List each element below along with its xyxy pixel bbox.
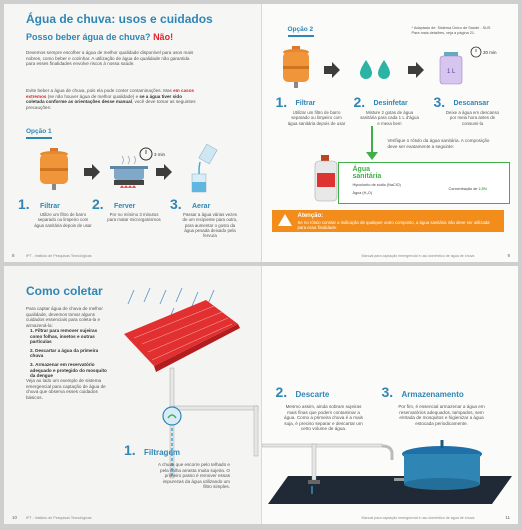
warning-text: Se no rótulo constar a indicação de qualquer outro composto, a água sanitária não deve ser utilizada para essa finalidade. (297, 220, 490, 230)
intro-paragraph: Para captar água de chuva de melhor qualidade, devemos tomar alguns cuidados essenciais para coleta-la e armazená-la: (26, 306, 103, 328)
list-item: 3. Armazenar em reservatório adequado e protegido do mosquito da dengue (30, 361, 107, 379)
product-label-box (338, 162, 510, 204)
ingredient-2: Água (H₂O) (352, 191, 373, 195)
step-2-number: 2. (275, 384, 288, 400)
filter-pot-icon (283, 46, 309, 88)
list-item: 1. Filtrar para remover sujeiras como folhas, insetos e outras partículas (30, 328, 98, 345)
page-subtitle (26, 32, 173, 42)
bottom-spread (4, 266, 518, 524)
step-2-number: 2. (92, 196, 104, 212)
bleach-bottle-icon (309, 153, 343, 205)
warning-box (272, 210, 504, 232)
page-title: Como coletar (26, 284, 103, 298)
storage-illustration (262, 434, 519, 514)
arrow-icon (156, 164, 172, 180)
source-note: * Adaptado de: Sistema Único de Saúde - SUS Para mais detalhes, veja a página 21. (411, 26, 491, 35)
subtitle-answer: Não! (153, 32, 174, 42)
pouring-glasses-icon (192, 144, 217, 192)
bottle-label: 1 L (446, 69, 455, 75)
step-1-text: A chuva que escorre pelo telhado e pela calha arrasta muita sujeira. O primeiro passo é remover essas impurezas da água utilizando um filtro simples. (157, 462, 230, 490)
page-number: 8 (12, 253, 15, 258)
arrow-icon (324, 62, 340, 78)
step-2-text: Por no mínimo 3 minutos para matar microrganismos (107, 212, 161, 223)
tap-icon (394, 478, 404, 481)
water-drops-icon (360, 60, 390, 79)
warning-title: Atenção: (297, 213, 324, 219)
step-1-number: 1. (124, 442, 136, 458)
step-2-label: Descarte (295, 390, 330, 399)
step-2-text: Mesmo assim, ainda sobram sujeiras mais finas que podem contaminar a água. Como a primeira chuva é a mais suja, é preciso separar e descartar um certo volume de água. (284, 404, 363, 432)
option-2-label: Opção 2 (287, 26, 314, 33)
step-1-text: Utilize um filtro de barro separado ou limpeiro com água sanitária depois de usar (34, 212, 92, 228)
step-3-label: Descansar (453, 100, 489, 107)
intro-paragraph-2: Evite beber a água de chuva, pois ela pode conter contaminações. Mas em casos extremos (se não houver água de melhor qualidade) e se a água tiver sido coletada conforme as orientações desse manual, você deve tomar as seguintes precauções: (26, 88, 196, 110)
arrow-icon (84, 164, 100, 180)
step-3-text: Por fim, é essencial armazenar a água em reservatórios adequados, tampados, sem entrada de mosquitos e higienizar a água estocada periodicamente. (398, 404, 485, 426)
step-1-text: Utilizar um filtro de barro separado ou limpeiro com água sanitária depois de usar (287, 110, 346, 126)
water-bottle-icon (440, 52, 462, 84)
top-spread (4, 4, 518, 262)
timer-label: 30 min (482, 50, 497, 55)
step-2-label: Ferver (114, 203, 136, 210)
page-number: 9 (507, 253, 510, 258)
page-number: 10 (12, 515, 18, 520)
down-arrow-icon (362, 126, 382, 162)
page-9 (261, 4, 519, 262)
step-3-number: 3. (381, 384, 394, 400)
step-1-number: 1. (18, 196, 30, 212)
care-list (30, 328, 110, 379)
option-2-illustrations (262, 40, 519, 96)
page-footer: Manual para captação emergencial e uso doméstico de água de chuva (361, 254, 475, 258)
intro-paragraph-1: Devemos sempre escolher a água de melhor qualidade disponível para usos mais nobres, como beber e cozinhar. A utilização de água de qualidade não garantida para esses finalidades envolve riscos à nossa saúde. (26, 50, 194, 67)
step-3-number: 3. (170, 196, 182, 212)
step-1-label: Filtrar (295, 100, 316, 107)
option-underline (26, 137, 52, 139)
step-3-label: Aerar (192, 203, 211, 210)
filter-icon (163, 407, 181, 425)
step-3-text: Deixe a água em descanso por meia hora antes de consumi-la (445, 110, 500, 126)
page-8 (4, 4, 261, 262)
step-1-label: Filtragem (144, 448, 181, 457)
page-11 (261, 266, 519, 524)
step-3-text: Passar a água várias vezes de um recipiente para outro, para aumentar o gosto da água pesada deixado pela fervura (182, 212, 238, 239)
warning-icon (278, 214, 292, 226)
option-underline (288, 35, 314, 37)
step-2-text: Misture 2 gotas de água sanitária para cada 1 L d'água e mexa bem (360, 110, 419, 126)
example-paragraph: Veja ao lado um exemplo de sistema emergencial para captação de água de chuva que observa esses cuidados básicos. (26, 378, 106, 400)
ingredient-1: Hipoclorito de sódio (NaClO) (352, 183, 401, 187)
clock-icon (471, 47, 497, 57)
product-title: Água sanitária (352, 166, 382, 180)
page-10 (4, 266, 261, 524)
page-footer: IPT - Instituto de Pesquisas Tecnológicas (26, 516, 92, 520)
page-footer: IPT - Instituto de Pesquisas Tecnológicas (26, 254, 92, 258)
step-2-number: 2. (353, 94, 366, 110)
page-number: 11 (505, 515, 510, 520)
page-title: Água de chuva: usos e cuidados (26, 12, 213, 26)
step-1-label: Filtrar (40, 203, 60, 210)
verify-text: Verifique o rótulo da água sanitária. A composição deve ser exatamente a seguinte: (387, 138, 490, 149)
arrow-icon (408, 62, 424, 78)
subtitle-question: Posso beber água de chuva? (26, 32, 151, 42)
step-1-number: 1. (275, 94, 288, 110)
option-1-label: Opção 1 (26, 128, 52, 135)
list-item: 2. Descartar a água da primeira chuva (30, 347, 99, 359)
concentration: Concentração de 2,5% (448, 187, 488, 191)
filter-pot-icon (40, 148, 68, 190)
step-2-label: Desinfetar (373, 100, 408, 107)
page-footer: Manual para captação emergencial e uso doméstico de água de chuva (361, 516, 475, 520)
step-3-number: 3. (433, 94, 446, 110)
timer-label: 3 min (154, 152, 166, 157)
step-3-label: Armazenamento (401, 390, 464, 399)
discard-pipe (312, 444, 316, 480)
option-1-illustrations (4, 144, 261, 204)
